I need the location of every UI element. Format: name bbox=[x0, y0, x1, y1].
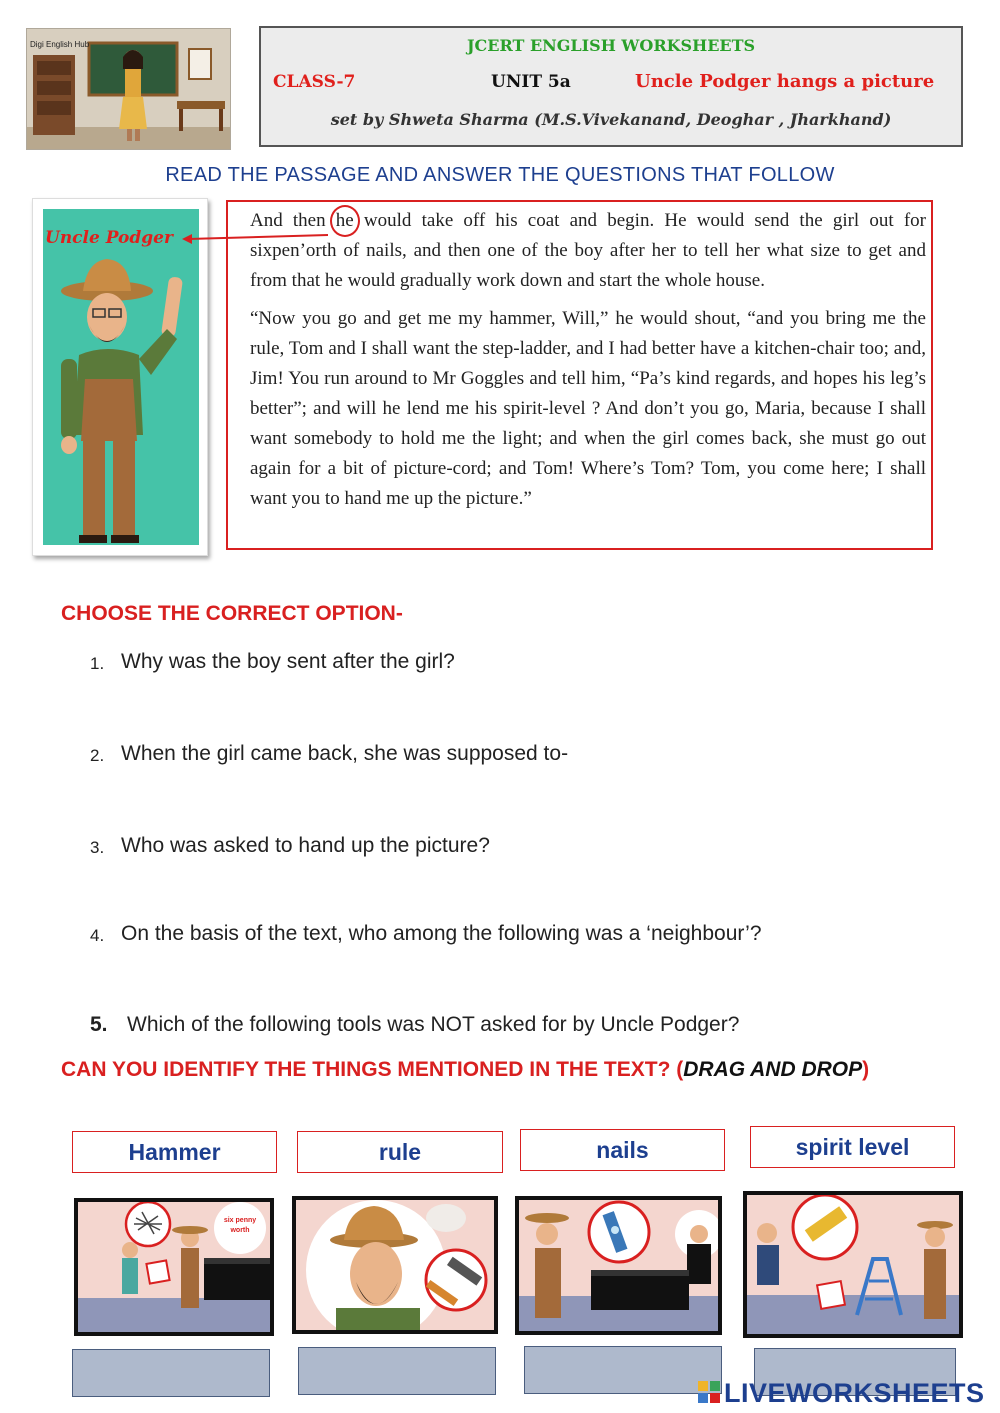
bubble-text: six penny worth bbox=[223, 1217, 257, 1234]
worksheet-series-title: JCERT ENGLISH WORKSHEETS bbox=[466, 36, 756, 55]
question-3-text: Who was asked to hand up the picture? bbox=[121, 834, 490, 857]
character-name-label: Uncle Podger bbox=[45, 228, 173, 248]
class-label: CLASS-7 bbox=[273, 72, 356, 92]
drag-drop-heading-emphasis: DRAG AND DROP bbox=[683, 1058, 863, 1081]
character-illustration bbox=[43, 209, 199, 545]
question-2-number: 2. bbox=[90, 746, 105, 765]
question-4-text: On the basis of the text, who among the following was a ‘neighbour’? bbox=[121, 922, 762, 945]
drop-zone-2[interactable] bbox=[298, 1347, 496, 1395]
picture-spirit-level-scene bbox=[515, 1196, 722, 1335]
drag-label-rule[interactable]: rule bbox=[297, 1131, 503, 1173]
logo-caption: Digi English Hub bbox=[30, 40, 90, 49]
liveworksheets-logo-icon bbox=[698, 1381, 720, 1403]
question-2-text: When the girl came back, she was supposed to- bbox=[121, 742, 569, 765]
passage-instruction: READ THE PASSAGE AND ANSWER THE QUESTIONS THAT FOLLOW bbox=[165, 164, 835, 186]
drag-drop-heading bbox=[61, 1058, 869, 1082]
picture-rule-scene bbox=[743, 1191, 963, 1338]
mcq-heading: CHOOSE THE CORRECT OPTION- bbox=[61, 602, 403, 625]
question-5-number: 5. bbox=[90, 1013, 108, 1036]
drag-label-hammer[interactable]: Hammer bbox=[72, 1131, 277, 1173]
character-card bbox=[32, 198, 208, 556]
picture-hammer-scene bbox=[292, 1196, 498, 1334]
drop-zone-1[interactable] bbox=[72, 1349, 270, 1397]
picture-nails-scene bbox=[74, 1198, 274, 1336]
liveworksheets-watermark: LIVEWORKSHEETS bbox=[724, 1378, 985, 1408]
drag-drop-heading-close: ) bbox=[862, 1058, 870, 1081]
question-3-number: 3. bbox=[90, 838, 105, 857]
unit-label: UNIT 5a bbox=[491, 72, 571, 92]
worksheet-header bbox=[259, 26, 963, 147]
pronoun-highlight-circle bbox=[330, 205, 360, 237]
drag-label-nails[interactable]: nails bbox=[520, 1129, 725, 1171]
passage-paragraph-1: And then he would take off his coat and begin. He would send the girl out for sixpen’orth of nails, and then one of the boy after her to tell her what size to get and from that he would gradually work down and start the whole house. bbox=[250, 210, 926, 291]
question-5-text: Which of the following tools was NOT asked for by Uncle Podger? bbox=[127, 1013, 740, 1036]
logo-illustration bbox=[26, 28, 231, 150]
question-1-text: Why was the boy sent after the girl? bbox=[121, 650, 455, 673]
question-4-number: 4. bbox=[90, 926, 105, 945]
passage-box bbox=[226, 200, 933, 550]
question-1-number: 1. bbox=[90, 654, 105, 673]
passage-paragraph-2: “Now you go and get me my hammer, Will,” he would shout, “and you bring me the rule, Tom and I shall want the step-ladder, and I had better have a kitchen-chair too; and, Jim! You run around to Mr Goggles and tell him, “Pa’s kind regards, and hopes his leg’s better”; and will he lend me his spirit-level ? And don’t you go, Maria, because I shall want somebody to hold me the light; and when the girl comes back, she must go out again for a bit of picture-cord; and Tom! Where’s Tom? Tom, you come here; I shall want you to hand me up the picture.” bbox=[250, 308, 926, 509]
drag-label-spirit-level[interactable]: spirit level bbox=[750, 1126, 955, 1168]
drop-zone-3[interactable] bbox=[524, 1346, 722, 1394]
drag-drop-heading-text: CAN YOU IDENTIFY THE THINGS MENTIONED IN THE TEXT? ( bbox=[61, 1058, 684, 1081]
chapter-title: Uncle Podger hangs a picture bbox=[635, 71, 935, 92]
author-credit: set by Shweta Sharma (M.S.Vivekanand, Deoghar , Jharkhand) bbox=[330, 110, 892, 129]
